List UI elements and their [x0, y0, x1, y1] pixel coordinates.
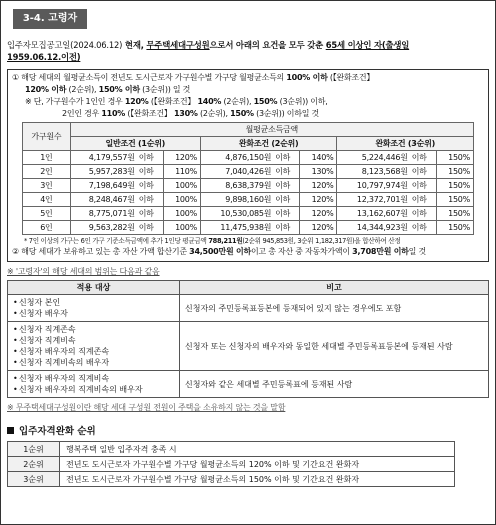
condition-exception-1	[12, 96, 484, 108]
income-table-body	[23, 151, 474, 235]
percent-cell: 120%	[300, 221, 337, 235]
amount-cell: 11,475,938원	[200, 221, 273, 235]
percent-cell: 100%	[163, 207, 200, 221]
percent-cell: 100%	[163, 221, 200, 235]
table-row	[23, 151, 474, 165]
scope-table-body	[8, 295, 489, 398]
intro-highlight: 65세 이상인 자(출생일	[325, 40, 410, 50]
amount-cell: 8,775,071원	[70, 207, 136, 221]
below-cell: 이하	[410, 165, 436, 179]
rank-key: 1순위	[8, 442, 60, 457]
percent-cell: 140%	[300, 151, 337, 165]
below-cell: 이하	[410, 151, 436, 165]
table-row	[8, 442, 455, 457]
condition-value: 140%	[197, 97, 222, 106]
bullet-icon: •	[13, 347, 18, 356]
income-table	[22, 122, 474, 235]
footnote: ※ 무주택세대구성원이란 해당 세대 구성원 전원이 주택을 소유하지 않는 것을 말함	[7, 403, 286, 412]
amount-cell: 4,876,150원	[200, 151, 273, 165]
header-general: 일반조건 (1순위)	[70, 137, 200, 151]
ranks-heading	[7, 423, 489, 437]
below-cell: 이하	[273, 151, 299, 165]
table-row	[23, 193, 474, 207]
header-relax-3: 완화조건 (3순위)	[337, 137, 474, 151]
square-bullet-icon	[7, 427, 14, 434]
table-row	[8, 322, 489, 371]
note-cell: 신청자와 같은 세대별 주민등록표에 등재된 사람	[180, 371, 489, 398]
condition-value: 130%	[173, 109, 198, 118]
amount-cell: 5,957,283원	[70, 165, 136, 179]
note-value: 788,211원	[208, 237, 243, 245]
below-cell: 이하	[137, 165, 163, 179]
amount-cell: 12,372,701원	[337, 193, 410, 207]
below-cell: 이하	[137, 207, 163, 221]
amount-cell: 7,198,649원	[70, 179, 136, 193]
income-note	[12, 236, 484, 246]
members-cell: 4인	[23, 193, 71, 207]
condition-text: (2순위),	[66, 85, 99, 94]
header-relax-2: 완화조건 (2순위)	[200, 137, 337, 151]
header-note: 비고	[180, 281, 489, 295]
rank-key: 3순위	[8, 472, 60, 487]
conditions-box	[7, 69, 489, 262]
condition-text: (2순위),	[197, 109, 231, 118]
amount-cell: 8,123,568원	[337, 165, 410, 179]
below-cell: 이하	[410, 193, 436, 207]
condition-value: 150%	[253, 97, 278, 106]
bullet-icon: •	[13, 309, 18, 318]
below-cell: 이하	[137, 193, 163, 207]
percent-cell: 150%	[436, 151, 473, 165]
bullet-icon: •	[13, 358, 18, 367]
percent-cell: 100%	[163, 179, 200, 193]
condition-value: 150% 이하	[98, 85, 140, 94]
amount-cell: 14,344,923원	[337, 221, 410, 235]
condition-text: (【완화조건】	[125, 109, 174, 118]
percent-cell: 150%	[436, 165, 473, 179]
percent-cell: 150%	[436, 193, 473, 207]
condition-value: 120% 이하	[25, 85, 67, 94]
percent-cell: 110%	[163, 165, 200, 179]
amount-cell: 4,179,557원	[70, 151, 136, 165]
percent-cell: 120%	[163, 151, 200, 165]
header-income-group: 월평균소득금액	[70, 123, 473, 137]
percent-cell: 150%	[436, 179, 473, 193]
condition-value: 110%	[101, 109, 126, 118]
percent-cell: 130%	[300, 165, 337, 179]
below-cell: 이하	[273, 207, 299, 221]
ranks-table	[7, 441, 455, 487]
header-target: 적용 대상	[8, 281, 180, 295]
table-row	[23, 179, 474, 193]
members-cell: 6인	[23, 221, 71, 235]
condition-text: (【완화조건】	[327, 73, 375, 82]
list-item: • 신청자 배우자의 직계비속의 배우자	[13, 385, 143, 394]
amount-cell: 9,898,160원	[200, 193, 273, 207]
percent-cell: 100%	[163, 193, 200, 207]
condition-text: 2인인 경우	[62, 109, 102, 118]
list-item: • 신청자 직계존속	[13, 325, 76, 334]
intro-part: 현재,	[122, 40, 147, 50]
eligibility-intro	[7, 39, 489, 63]
condition-exception-2	[12, 108, 484, 120]
amount-cell: 8,248,467원	[70, 193, 136, 207]
note-cell: 신청자 또는 신청자의 배우자와 동일한 세대별 주민등록표등본에 등재된 사람	[180, 322, 489, 371]
bullet-icon: •	[13, 374, 18, 383]
intro-part: 으로서 아래의 요건을 모두 갖춘	[209, 40, 326, 50]
condition-value: 34,500만원 이하	[189, 247, 251, 256]
condition-1	[12, 72, 484, 84]
amount-cell: 10,530,085원	[200, 207, 273, 221]
target-cell	[8, 371, 180, 398]
percent-cell: 120%	[300, 179, 337, 193]
amount-cell: 7,040,426원	[200, 165, 273, 179]
below-cell: 이하	[273, 221, 299, 235]
table-row	[23, 221, 474, 235]
rank-key: 2순위	[8, 457, 60, 472]
percent-cell: 120%	[300, 193, 337, 207]
header-members: 가구원수	[23, 123, 71, 151]
condition-text: 일 것	[408, 247, 426, 256]
table-row	[8, 295, 489, 322]
rank-value: 전년도 도시근로자 가구원수별 가구당 월평균소득의 150% 이하 및 기간요건 완화자	[60, 472, 455, 487]
ranks-title: 입주자격완화 순위	[19, 426, 96, 437]
percent-cell: 120%	[300, 207, 337, 221]
bullet-icon: •	[13, 336, 18, 345]
below-cell: 이하	[137, 221, 163, 235]
amount-cell: 5,224,446원	[337, 151, 410, 165]
rank-value: 행복주택 일반 입주자격 충족 시	[60, 442, 455, 457]
note-cell: 신청자의 주민등록표등본에 등재되어 있지 않는 경우에도 포함	[180, 295, 489, 322]
table-row	[23, 207, 474, 221]
table-row	[8, 371, 489, 398]
list-item: • 신청자 배우자의 직계존속	[13, 347, 110, 356]
scope-table	[7, 280, 489, 398]
scope-reference-text: ※ '고령자'의 해당 세대의 범위는 다음과 같음	[7, 267, 160, 276]
scope-reference	[7, 266, 489, 277]
list-item: • 신청자 직계비속	[13, 336, 76, 345]
condition-text: (3순위)) 이하일 것	[253, 109, 319, 118]
bullet-icon: •	[13, 325, 18, 334]
condition-text: 이고 총 자산 중 자동차가액이	[250, 247, 353, 256]
section-title: 3-4. 고령자	[13, 9, 87, 29]
rank-value: 전년도 도시근로자 가구원수별 가구당 월평균소득의 120% 이하 및 기간요건 완화자	[60, 457, 455, 472]
intro-birthdate: 1959.06.12.이전)	[7, 52, 81, 62]
note-text: * 7인 이상의 가구는 6인 가구 기준소득금액에 추가 1인당 평균금액	[24, 237, 209, 245]
table-row	[23, 165, 474, 179]
condition-value: 150%	[230, 109, 254, 118]
amount-cell: 13,162,607원	[337, 207, 410, 221]
below-cell: 이하	[410, 221, 436, 235]
condition-text: ※ 단, 가구원수가 1인인 경우	[25, 97, 125, 106]
condition-2	[12, 246, 484, 258]
bullet-icon: •	[13, 298, 18, 307]
amount-cell: 9,563,282원	[70, 221, 136, 235]
intro-part: 입주자모집공고일	[7, 40, 71, 50]
ranks-table-body	[8, 442, 455, 487]
below-cell: 이하	[273, 193, 299, 207]
condition-text: (3순위)) 이하,	[277, 97, 328, 106]
condition-text: ② 해당 세대가 보유하고 있는 총 자산 가액 합산기준	[12, 247, 190, 256]
target-cell	[8, 322, 180, 371]
below-cell: 이하	[273, 179, 299, 193]
condition-text: ① 해당 세대의 월평균소득이 전년도 도시근로자 가구원수별 가구당 월평균소득의	[12, 73, 287, 82]
condition-value: 100% 이하	[286, 73, 328, 82]
list-item: • 신청자 직계비속의 배우자	[13, 358, 110, 367]
members-cell: 1인	[23, 151, 71, 165]
table-row	[8, 472, 455, 487]
condition-value: 120%	[124, 97, 149, 106]
condition-value: 3,708만원 이하	[352, 247, 409, 256]
members-cell: 3인	[23, 179, 71, 193]
percent-cell: 150%	[436, 207, 473, 221]
intro-highlight: 무주택세대구성원	[146, 40, 210, 50]
target-cell	[8, 295, 180, 322]
condition-1-cont	[12, 84, 484, 96]
table-row	[8, 457, 455, 472]
condition-text: (3순위)) 일 것	[139, 85, 191, 94]
amount-cell: 8,638,379원	[200, 179, 273, 193]
note-text: (2순위 945,853원, 3순위 1,182,317원)을 합산하여 산정	[242, 237, 401, 245]
below-cell: 이하	[137, 151, 163, 165]
condition-text: (2순위),	[221, 97, 254, 106]
members-cell: 2인	[23, 165, 71, 179]
intro-date: (2024.06.12)	[70, 40, 123, 50]
bullet-icon: •	[13, 385, 18, 394]
below-cell: 이하	[410, 207, 436, 221]
list-item: • 신청자 배우자의 직계비속	[13, 374, 110, 383]
below-cell: 이하	[273, 165, 299, 179]
below-cell: 이하	[137, 179, 163, 193]
list-item: • 신청자 배우자	[13, 309, 68, 318]
members-cell: 5인	[23, 207, 71, 221]
condition-text: (【완화조건】	[148, 97, 198, 106]
amount-cell: 10,797,974원	[337, 179, 410, 193]
percent-cell: 150%	[436, 221, 473, 235]
list-item: • 신청자 본인	[13, 298, 61, 307]
below-cell: 이하	[410, 179, 436, 193]
